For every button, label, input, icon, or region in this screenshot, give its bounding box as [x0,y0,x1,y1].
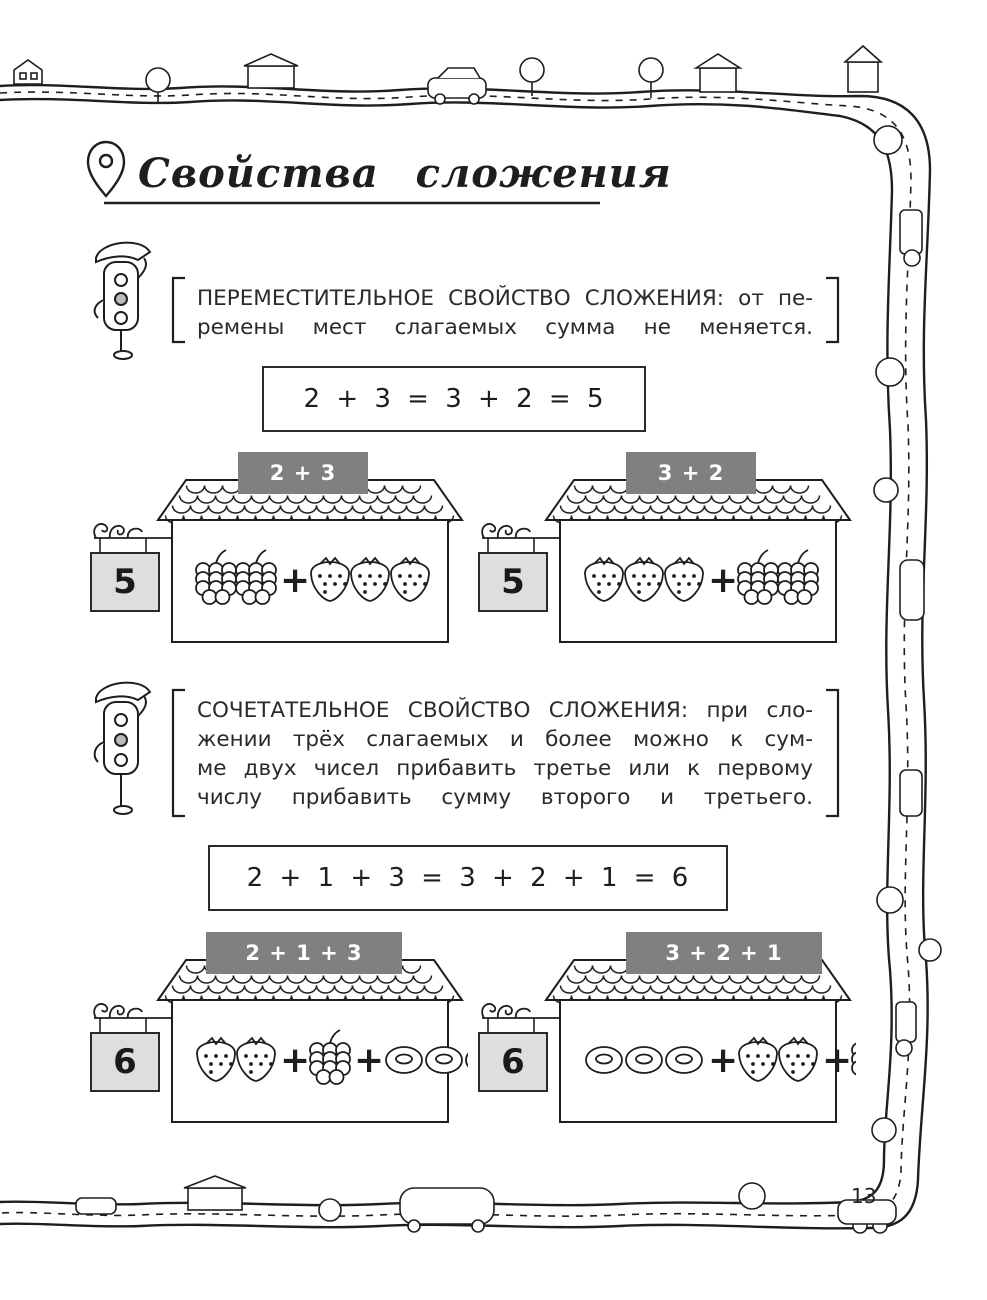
expression-tag: 3 + 2 + 1 [626,932,822,974]
sum-sign: 6 [90,1032,160,1092]
sum-sign: 5 [90,552,160,612]
house-example [476,932,856,1132]
plus-sign: + [822,1040,853,1081]
sum-sign: 6 [478,1032,548,1092]
house-example [88,932,468,1132]
raspberry-icon [852,1030,856,1084]
location-pin-icon [88,142,124,196]
plus-sign: + [708,560,739,601]
rule-line: СОЧЕТАТЕЛЬНОЕ СВОЙСТВО СЛОЖЕНИЯ: при сло- [197,698,813,723]
page-number: 13 [851,1184,877,1208]
bagel-icon [666,1047,702,1073]
rule-line: числу прибавить сумму второго и третьего. [197,785,813,810]
page-title: Свойства сложения [138,150,672,197]
sum-sign: 5 [478,552,548,612]
plus-sign: + [354,1040,385,1081]
rule-line: ме двух чисел прибавить третье или к первому [197,756,813,781]
rule-associative [197,696,813,812]
bagel-icon [386,1047,422,1073]
equation-associative: 2 + 1 + 3 = 3 + 2 + 1 = 6 [208,845,728,911]
bagel-icon [466,1047,468,1073]
rule-line: ремены мест слагаемых сумма не меняется. [197,315,813,340]
rule-commutative [197,284,813,342]
equation-commutative: 2 + 3 = 3 + 2 = 5 [262,366,646,432]
rule-line: ПЕРЕМЕСТИТЕЛЬНОЕ СВОЙСТВО СЛОЖЕНИЯ: от пе- [197,286,813,311]
bagel-icon [626,1047,662,1073]
plus-sign: + [708,1040,739,1081]
traffic-light-mascot-icon [95,243,150,359]
plus-sign: + [280,560,311,601]
expression-tag: 2 + 1 + 3 [206,932,402,974]
bagel-icon [426,1047,462,1073]
house-example [476,452,856,652]
house-example [88,452,468,652]
bagel-icon [586,1047,622,1073]
plus-sign: + [280,1040,311,1081]
expression-tag: 2 + 3 [238,452,368,494]
traffic-light-mascot-icon [95,683,150,814]
rule-line: жении трёх слагаемых и более можно к сум- [197,727,813,752]
expression-tag: 3 + 2 [626,452,756,494]
